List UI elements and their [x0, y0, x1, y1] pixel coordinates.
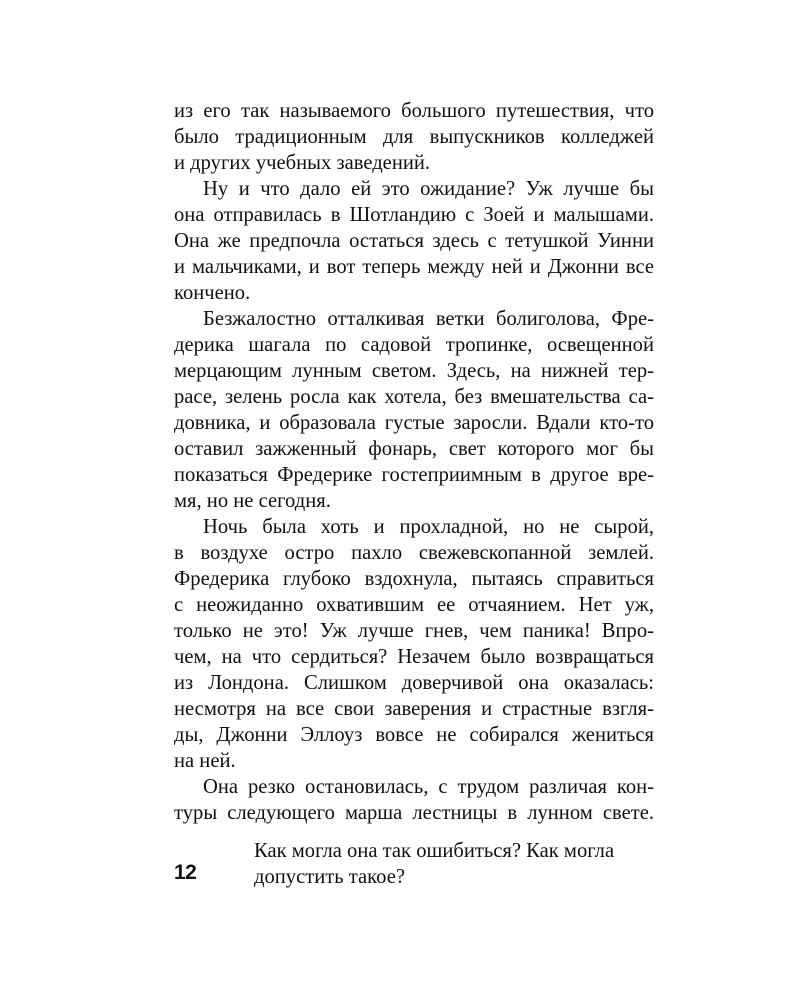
text-line: на ней. [174, 750, 236, 772]
text-line: несмотря на все свои заверения и страстные взгля- [174, 698, 654, 720]
text-line: допустить такое? [254, 866, 405, 888]
final-paragraph [254, 838, 654, 890]
text-line: кончено. [174, 282, 251, 304]
text-line: в воздухе остро пахло свежевскопанной землей. [174, 542, 654, 564]
text-line: Она резко остановилась, с трудом различая кон- [203, 776, 654, 798]
text-line: было традиционным для выпускников колледжей [174, 126, 654, 148]
body-text [174, 98, 654, 826]
text-line: оставил зажженный фонарь, свет которого мог бы [174, 438, 654, 460]
text-line: и мальчиками, и вот теперь между ней и Джонни все [174, 256, 654, 278]
page-number: 12 [174, 861, 197, 884]
text-line: Безжалостно отталкивая ветки болиголова, Фре- [203, 308, 654, 330]
text-line: только не это! Уж лучше гнев, чем паника! Впро- [174, 620, 654, 642]
text-line: Фредерика глубоко вздохнула, пытаясь справиться [174, 568, 654, 590]
text-line: мерцающим лунным светом. Здесь, на нижней тер- [174, 360, 654, 382]
text-line: с неожиданно охватившим ее отчаянием. Нет уж, [174, 594, 654, 616]
text-line: расе, зелень росла как хотела, без вмешательства са- [174, 386, 654, 408]
text-line: и других учебных заведений. [174, 152, 431, 174]
text-line: Ну и что дало ей это ожидание? Уж лучше бы [203, 178, 654, 200]
text-line: дерика шагала по садовой тропинке, освещенной [174, 334, 654, 356]
text-line: она отправилась в Шотландию с Зоей и малышами. [174, 204, 654, 226]
text-line: Ночь была хоть и прохладной, но не сырой, [203, 516, 654, 538]
text-line: мя, но не сегодня. [174, 490, 331, 512]
text-line: из Лондона. Слишком доверчивой она оказалась: [174, 672, 654, 694]
text-line: туры следующего марша лестницы в лунном свете. [174, 802, 654, 824]
text-line: довника, и образовала густые заросли. Вдали кто-то [174, 412, 654, 434]
text-line: чем, на что сердиться? Незачем было возвращаться [174, 646, 654, 668]
text-line: ды, Джонни Эллоуз вовсе не собирался жениться [174, 724, 654, 746]
text-line: показаться Фредерике гостеприимным в другое вре- [174, 464, 654, 486]
text-line: Как могла она так ошибиться? Как могла [254, 840, 615, 862]
text-line: Она же предпочла остаться здесь с тетушкой Уинни [174, 230, 654, 252]
text-line: из его так называемого большого путешествия, что [174, 100, 654, 122]
